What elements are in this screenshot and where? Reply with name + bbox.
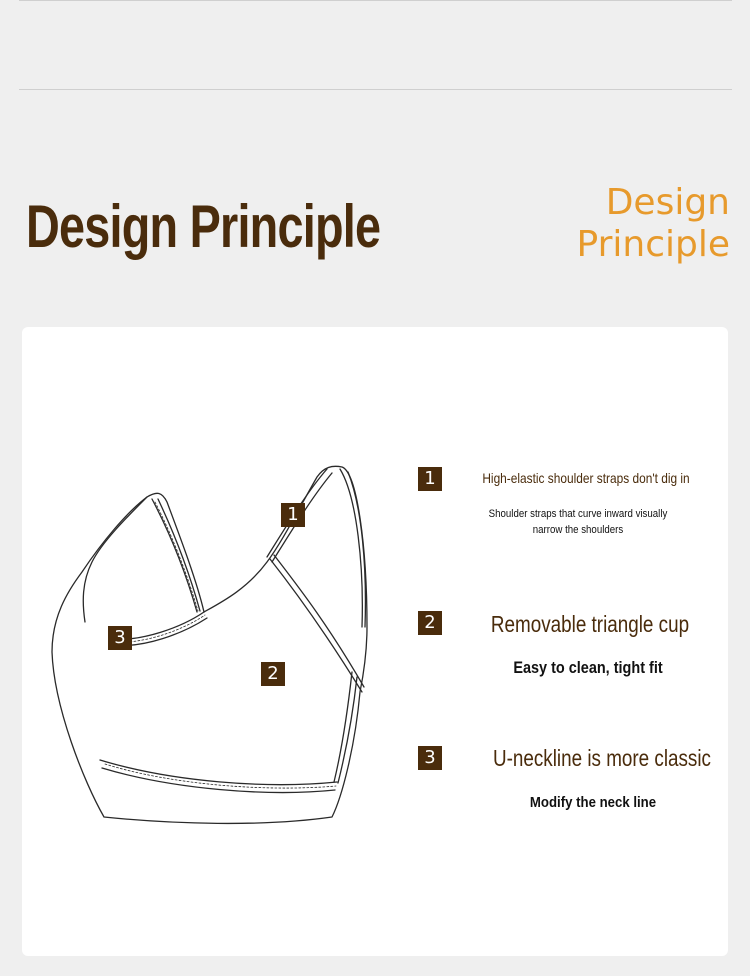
side-title [577,182,731,266]
top-divider [19,0,732,1]
page-title: Design Principle [26,193,381,260]
feature-subtitle: Shoulder straps that curve inward visually narrow the shoulders [488,508,668,536]
side-title-line1: Design [605,182,730,223]
feature-title: High-elastic shoulder straps don't dig in [482,470,690,486]
feature-title: Removable triangle cup [490,611,690,637]
side-title-line2: Principle [576,224,730,265]
feature-subtitle: Easy to clean, tight fit [513,658,663,677]
neckline-marker: 3 [108,626,132,650]
feature-number-badge: 2 [418,611,442,635]
section-divider [19,89,732,90]
cup-marker: 2 [261,662,285,686]
feature-number-badge: 3 [418,746,442,770]
strap-marker: 1 [281,503,305,527]
feature-subtitle: Modify the neck line [529,794,657,811]
feature-number-badge: 1 [418,467,442,491]
feature-title: U-neckline is more classic [492,745,711,771]
